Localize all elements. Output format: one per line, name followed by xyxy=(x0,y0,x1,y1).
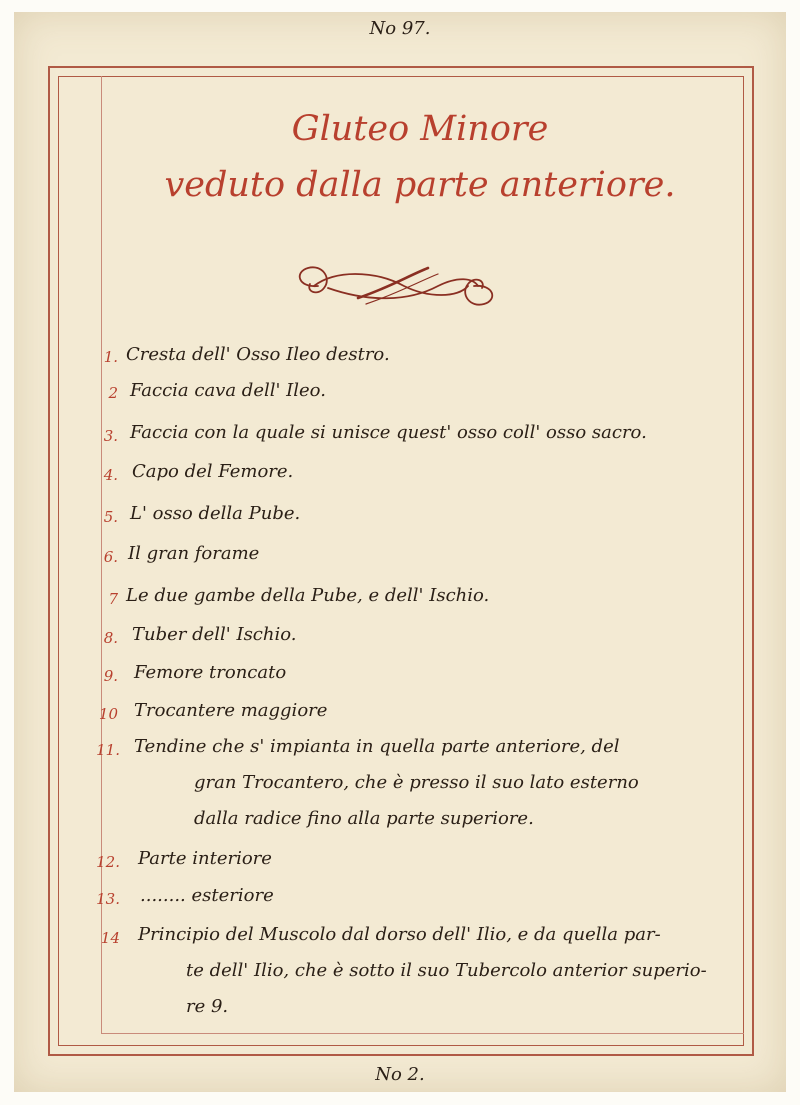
entry-number: 8. xyxy=(103,629,118,647)
entry-text: ........ esteriore xyxy=(140,885,274,906)
entry-text: Trocantere maggiore xyxy=(134,700,328,721)
folio-number-top: No 97. xyxy=(369,18,431,39)
entry-text: L' osso della Pube. xyxy=(130,503,301,524)
entry-text-continued: re 9. xyxy=(186,996,229,1017)
entry-text: Femore troncato xyxy=(134,662,287,683)
entry-text-continued: gran Trocantero, che è presso il suo lato esterno xyxy=(194,772,639,793)
entry-text: Tendine che s' impianta in quella parte anteriore, del xyxy=(134,736,620,757)
entry-number: 9. xyxy=(103,667,118,685)
entry-number: 3. xyxy=(103,427,118,445)
entry-text: Faccia con la quale si unisce quest' osso coll' osso sacro. xyxy=(130,422,647,443)
entry-number: 1. xyxy=(103,348,118,366)
entry-number: 14 xyxy=(100,929,120,947)
entry-number: 2 xyxy=(108,384,118,402)
title-line-2: veduto dalla parte anteriore. xyxy=(164,165,676,205)
entry-text-continued: dalla radice fino alla parte superiore. xyxy=(194,808,534,829)
entry-number: 4. xyxy=(103,466,118,484)
bottom-rule xyxy=(101,1033,744,1034)
title-line-1: Gluteo Minore xyxy=(291,109,549,149)
entry-text: Le due gambe della Pube, e dell' Ischio. xyxy=(126,585,490,606)
entry-text: Capo del Femore. xyxy=(132,461,294,482)
entry-text: Tuber dell' Ischio. xyxy=(132,624,297,645)
entry-text: Cresta dell' Osso Ileo destro. xyxy=(126,344,390,365)
entry-text: Il gran forame xyxy=(128,543,260,564)
entry-number: 11. xyxy=(96,741,120,759)
entry-text-continued: te dell' Ilio, che è sotto il suo Tubercolo anterior superio- xyxy=(186,960,707,981)
entry-number: 13. xyxy=(96,890,120,908)
entry-number: 6. xyxy=(103,548,118,566)
entry-number: 5. xyxy=(103,508,118,526)
folio-number-bottom: No 2. xyxy=(375,1064,425,1085)
entry-text: Principio del Muscolo dal dorso dell' Ilio, e da quella par- xyxy=(138,924,661,945)
entry-number: 12. xyxy=(96,853,120,871)
entry-text: Parte interiore xyxy=(138,848,272,869)
entry-number: 10 xyxy=(98,705,118,723)
flourish-ornament xyxy=(288,258,504,314)
entry-number: 7 xyxy=(108,590,118,608)
entry-text: Faccia cava dell' Ileo. xyxy=(130,380,326,401)
